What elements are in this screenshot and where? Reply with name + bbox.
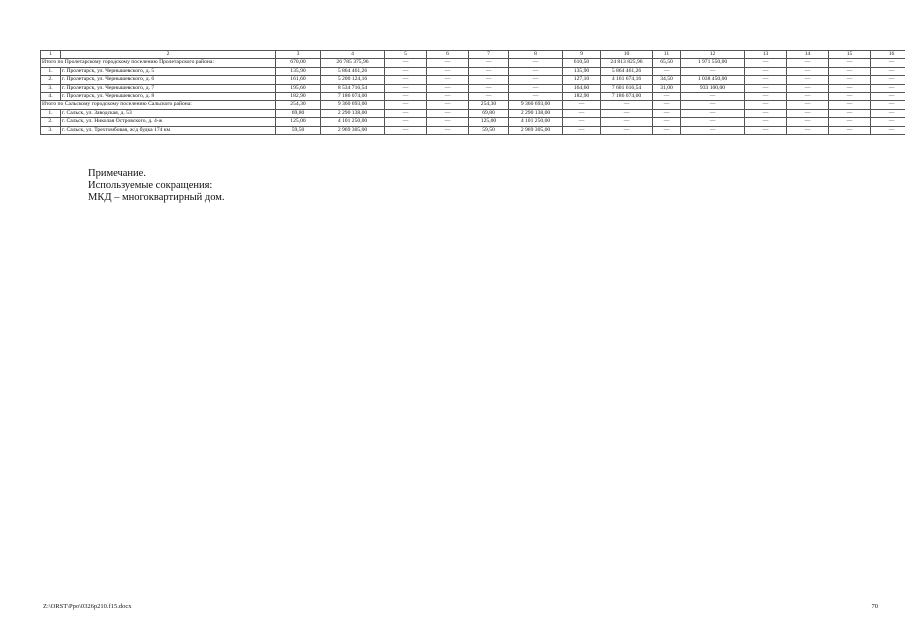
row-number: 1. <box>41 109 61 117</box>
value-cell: 135,90 <box>276 67 321 75</box>
value-cell: — <box>509 84 563 92</box>
column-number-header: 4 <box>321 51 385 59</box>
value-cell: — <box>509 93 563 101</box>
row-number: 3. <box>41 84 61 92</box>
value-cell: — <box>829 67 871 75</box>
table-row <box>41 67 905 75</box>
value-cell: — <box>745 93 787 101</box>
value-cell: — <box>427 84 469 92</box>
value-cell: — <box>745 67 787 75</box>
column-number-header: 3 <box>276 51 321 59</box>
value-cell: 1 038 450,00 <box>681 76 745 84</box>
value-cell: — <box>427 76 469 84</box>
notes-block <box>88 168 225 203</box>
value-cell: — <box>427 59 469 67</box>
value-cell: — <box>829 118 871 126</box>
value-cell: — <box>829 126 871 134</box>
value-cell: — <box>681 67 745 75</box>
value-cell: 182,90 <box>276 93 321 101</box>
note-title: Примечание. <box>88 168 146 179</box>
value-cell: — <box>745 101 787 109</box>
value-cell: — <box>385 126 427 134</box>
value-cell: — <box>469 84 509 92</box>
value-cell: — <box>385 76 427 84</box>
column-number-header: 5 <box>385 51 427 59</box>
value-cell: 161,60 <box>276 76 321 84</box>
register-table <box>40 50 905 135</box>
value-cell: — <box>787 126 829 134</box>
value-cell: — <box>829 59 871 67</box>
value-cell: 125,00 <box>276 118 321 126</box>
value-cell: — <box>871 93 905 101</box>
value-cell: 2 969 305,00 <box>321 126 385 134</box>
address-cell: г. Пролетарск, ул. Чернышевского, д. 6 <box>61 76 276 84</box>
value-cell: 34,50 <box>653 76 681 84</box>
table-row <box>41 118 905 126</box>
address-cell: г. Пролетарск, ул. Чернышевского, д. 5 <box>61 67 276 75</box>
row-number: 4. <box>41 93 61 101</box>
value-cell: — <box>787 84 829 92</box>
value-cell: 135,90 <box>563 67 601 75</box>
value-cell: 5 864 461,26 <box>601 67 653 75</box>
value-cell: 670,00 <box>276 59 321 67</box>
value-cell: — <box>427 118 469 126</box>
value-cell: — <box>469 93 509 101</box>
subtotal-label: Итого по Сальскому городскому поселению Сальского района: <box>41 101 276 109</box>
value-cell: — <box>829 76 871 84</box>
row-number: 1. <box>41 67 61 75</box>
address-cell: г. Сальск, ул. Заводская, д. 53 <box>61 109 276 117</box>
value-cell: 195,60 <box>276 84 321 92</box>
value-cell: — <box>787 118 829 126</box>
value-cell: — <box>787 93 829 101</box>
value-cell: — <box>385 67 427 75</box>
value-cell: — <box>427 101 469 109</box>
value-cell: — <box>469 76 509 84</box>
note-abbreviations-heading: Используемые сокращения: <box>88 179 213 191</box>
address-cell: г. Пролетарск, ул. Чернышевского, д. 7 <box>61 84 276 92</box>
value-cell: — <box>563 126 601 134</box>
column-number-header: 1 <box>41 51 61 59</box>
value-cell: — <box>871 118 905 126</box>
value-cell: 2 290 138,00 <box>509 109 563 117</box>
value-cell: — <box>509 76 563 84</box>
value-cell: — <box>787 109 829 117</box>
value-cell: — <box>653 118 681 126</box>
value-cell: 164,60 <box>563 84 601 92</box>
value-cell: — <box>787 59 829 67</box>
value-cell: — <box>871 84 905 92</box>
value-cell: — <box>745 76 787 84</box>
value-cell: — <box>871 101 905 109</box>
table-row <box>41 76 905 84</box>
value-cell: 7 186 074,00 <box>321 93 385 101</box>
value-cell: — <box>871 76 905 84</box>
value-cell: 69,80 <box>276 109 321 117</box>
value-cell: — <box>509 67 563 75</box>
address-cell: г. Пролетарск, ул. Чернышевского, д. 8 <box>61 93 276 101</box>
value-cell: — <box>385 101 427 109</box>
value-cell: — <box>745 126 787 134</box>
value-cell: 4 161 674,16 <box>601 76 653 84</box>
value-cell: 7 601 616,54 <box>601 84 653 92</box>
table-header-row <box>41 51 905 59</box>
column-number-header: 14 <box>787 51 829 59</box>
value-cell: — <box>653 109 681 117</box>
value-cell: — <box>681 118 745 126</box>
value-cell: 127,10 <box>563 76 601 84</box>
value-cell: — <box>787 76 829 84</box>
value-cell: — <box>681 101 745 109</box>
value-cell: — <box>745 118 787 126</box>
value-cell: 9 360 693,00 <box>321 101 385 109</box>
address-cell: г. Сальск, ул. Трехтомбовая, ж/д будка 174 км <box>61 126 276 134</box>
value-cell: 59,50 <box>276 126 321 134</box>
value-cell: — <box>469 59 509 67</box>
value-cell: 65,50 <box>653 59 681 67</box>
note-abbreviation-mkd: МКД – многоквартирный дом. <box>88 191 225 203</box>
row-number: 3. <box>41 126 61 134</box>
value-cell: 2 290 138,00 <box>321 109 385 117</box>
table-row <box>41 109 905 117</box>
value-cell: — <box>787 67 829 75</box>
value-cell: — <box>563 118 601 126</box>
value-cell: 8 534 716,54 <box>321 84 385 92</box>
column-number-header: 12 <box>681 51 745 59</box>
address-cell: г. Сальск, ул. Николая Островского, д. 4-ж <box>61 118 276 126</box>
value-cell: — <box>427 126 469 134</box>
value-cell: 125,00 <box>469 118 509 126</box>
value-cell: — <box>653 126 681 134</box>
value-cell: — <box>681 126 745 134</box>
value-cell: — <box>601 109 653 117</box>
value-cell: 9 360 693,00 <box>509 101 563 109</box>
value-cell: 1 971 550,00 <box>681 59 745 67</box>
table-row <box>41 84 905 92</box>
value-cell: 2 969 305,00 <box>509 126 563 134</box>
value-cell: — <box>469 67 509 75</box>
value-cell: 254,30 <box>469 101 509 109</box>
value-cell: — <box>745 109 787 117</box>
value-cell: 4 101 250,00 <box>321 118 385 126</box>
value-cell: — <box>601 101 653 109</box>
row-number: 2. <box>41 118 61 126</box>
footer-file-path: Z:\ORST\Ppo\0326p210.f15.docx <box>43 603 132 610</box>
value-cell: — <box>871 126 905 134</box>
value-cell: — <box>385 59 427 67</box>
table-row <box>41 93 905 101</box>
column-number-header: 13 <box>745 51 787 59</box>
value-cell: — <box>385 84 427 92</box>
footer-page-number: 70 <box>871 603 878 610</box>
value-cell: — <box>385 109 427 117</box>
value-cell: 7 186 074,00 <box>601 93 653 101</box>
column-number-header: 7 <box>469 51 509 59</box>
column-number-header: 8 <box>509 51 563 59</box>
value-cell: — <box>509 59 563 67</box>
value-cell: 5 200 124,16 <box>321 76 385 84</box>
subtotal-label: Итого по Пролетарскому городскому поселению Пролетарского района: <box>41 59 276 67</box>
value-cell: — <box>385 118 427 126</box>
value-cell: — <box>871 109 905 117</box>
value-cell: — <box>829 84 871 92</box>
value-cell: 5 864 461,26 <box>321 67 385 75</box>
column-number-header: 16 <box>871 51 905 59</box>
column-number-header: 2 <box>61 51 276 59</box>
value-cell: 933 100,00 <box>681 84 745 92</box>
value-cell: — <box>787 101 829 109</box>
value-cell: — <box>601 126 653 134</box>
value-cell: — <box>563 109 601 117</box>
value-cell: — <box>681 93 745 101</box>
value-cell: 254,30 <box>276 101 321 109</box>
value-cell: — <box>871 59 905 67</box>
table-row <box>41 126 905 134</box>
value-cell: 26 785 375,96 <box>321 59 385 67</box>
column-number-header: 11 <box>653 51 681 59</box>
value-cell: — <box>871 67 905 75</box>
value-cell: 24 813 825,96 <box>601 59 653 67</box>
value-cell: — <box>829 93 871 101</box>
value-cell: — <box>745 59 787 67</box>
column-number-header: 10 <box>601 51 653 59</box>
column-number-header: 9 <box>563 51 601 59</box>
column-number-header: 6 <box>427 51 469 59</box>
value-cell: 610,50 <box>563 59 601 67</box>
value-cell: — <box>427 67 469 75</box>
value-cell: — <box>385 93 427 101</box>
value-cell: — <box>681 109 745 117</box>
value-cell: 4 101 250,00 <box>509 118 563 126</box>
value-cell: — <box>563 101 601 109</box>
value-cell: 59,50 <box>469 126 509 134</box>
subtotal-row <box>41 101 905 109</box>
value-cell: 69,80 <box>469 109 509 117</box>
value-cell: — <box>745 84 787 92</box>
column-number-header: 15 <box>829 51 871 59</box>
value-cell: — <box>653 101 681 109</box>
subtotal-row <box>41 59 905 67</box>
value-cell: — <box>829 101 871 109</box>
value-cell: — <box>427 109 469 117</box>
row-number: 2. <box>41 76 61 84</box>
value-cell: — <box>601 118 653 126</box>
value-cell: — <box>653 67 681 75</box>
value-cell: — <box>653 93 681 101</box>
value-cell: — <box>829 109 871 117</box>
value-cell: — <box>427 93 469 101</box>
value-cell: 31,00 <box>653 84 681 92</box>
value-cell: 182,90 <box>563 93 601 101</box>
